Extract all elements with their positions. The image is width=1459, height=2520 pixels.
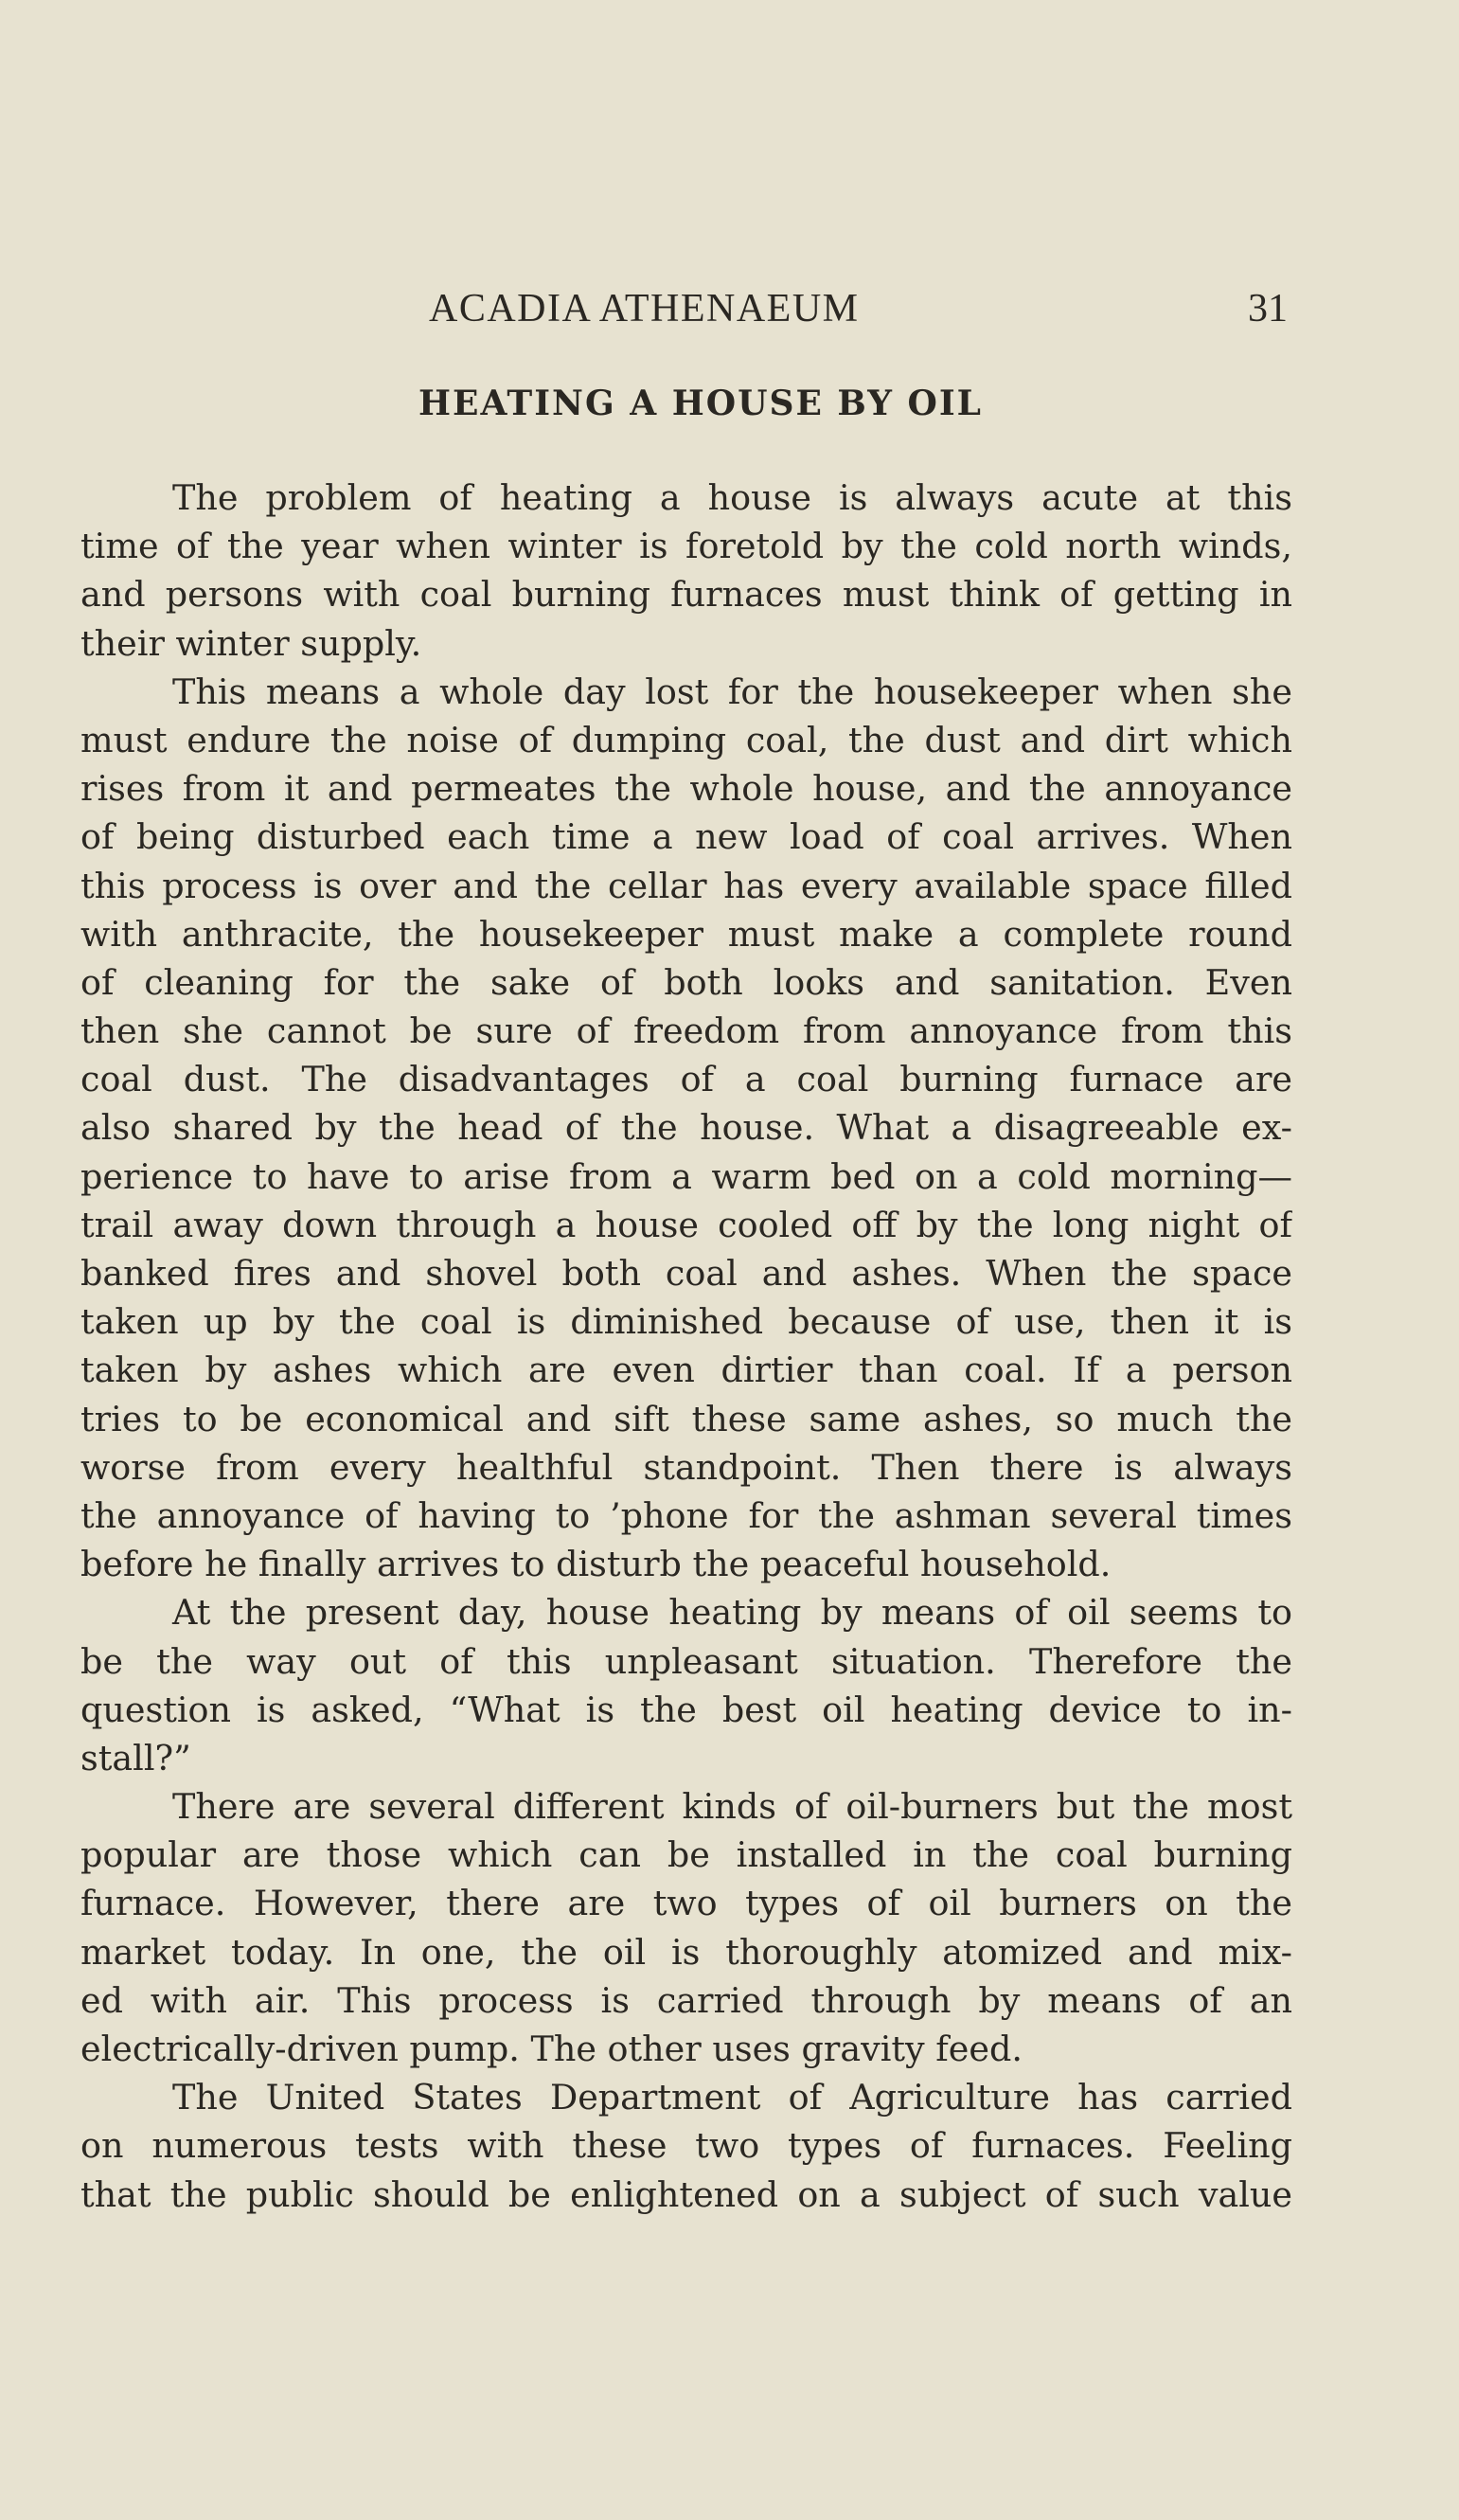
text-line: This means a whole day lost for the housekeeper when she (172, 670, 1292, 712)
text-line: taken up by the coal is diminished because of use, then it is (80, 1301, 1292, 1343)
text-line: on numerous tests with these two types of furnaces. Feeling (80, 2125, 1292, 2167)
text-line: and persons with coal burning furnaces must think of getting in (80, 574, 1292, 616)
paragraph (80, 1782, 1292, 2073)
text-line: stall?” (80, 1737, 191, 1778)
page-number: 31 (1248, 287, 1288, 331)
text-line: electrically-driven pump. The other uses gravity feed. (80, 2029, 1023, 2069)
text-line: ed with air. This process is carried through by means of an (80, 1979, 1292, 2021)
paragraph (80, 1588, 1292, 1782)
text-line: then she cannot be sure of freedom from annoyance from this (80, 1010, 1292, 1052)
text-line: also shared by the head of the house. What a disagreeable ex- (80, 1107, 1292, 1149)
running-head (0, 275, 1459, 341)
text-line: tries to be economical and sift these same ashes, so much the (80, 1398, 1292, 1439)
article-title: HEATING A HOUSE BY OIL (418, 384, 983, 423)
text-line: The problem of heating a house is always acute at this (172, 477, 1292, 518)
text-line: before he finally arrives to disturb the peaceful household. (80, 1544, 1112, 1585)
text-line: question is asked, “What is the best oil heating device to in- (80, 1689, 1292, 1730)
text-line: furnace. However, there are two types of oil burners on the (80, 1883, 1292, 1924)
text-line: rises from it and permeates the whole house, and the annoyance (80, 768, 1292, 810)
text-line: of cleaning for the sake of both looks and sanitation. Even (80, 961, 1292, 1003)
text-line: There are several different kinds of oil-burners but the most (172, 1786, 1292, 1828)
paragraph (80, 668, 1292, 1589)
text-line: must endure the noise of dumping coal, the dust and dirt which (80, 719, 1292, 760)
text-line: coal dust. The disadvantages of a coal burning furnace are (80, 1059, 1292, 1100)
text-line: popular are those which can be installed in the coal burning (80, 1834, 1292, 1876)
text-line: perience to have to arise from a warm bed on a cold morning— (80, 1155, 1292, 1197)
text-line: time of the year when winter is foretold by the cold north winds, (80, 526, 1292, 567)
text-line: trail away down through a house cooled off by the long night of (80, 1204, 1292, 1245)
text-line: The United States Department of Agriculture has carried (172, 2077, 1292, 2118)
text-line: At the present day, house heating by means of oil seems to (172, 1592, 1292, 1634)
paragraph (80, 474, 1292, 668)
running-title: ACADIA ATHENAEUM (429, 287, 860, 331)
text-line: this process is over and the cellar has every available space filled (80, 865, 1292, 906)
article-body (80, 474, 1292, 2219)
text-line: the annoyance of having to ’phone for the ashman several times (80, 1494, 1292, 1536)
paragraph (80, 2073, 1292, 2219)
text-line: be the way out of this unpleasant situation. Therefore the (80, 1640, 1292, 1682)
text-line: banked fires and shovel both coal and ashes. When the space (80, 1253, 1292, 1294)
text-line: that the public should be enlightened on a subject of such value (80, 2173, 1292, 2215)
text-line: taken by ashes which are even dirtier than coal. If a person (80, 1349, 1292, 1391)
text-line: worse from every healthful standpoint. Then there is always (80, 1446, 1292, 1488)
text-line: with anthracite, the housekeeper must make a complete round (80, 913, 1292, 955)
text-line: their winter supply. (80, 622, 422, 664)
text-line: market today. In one, the oil is thoroughly atomized and mix- (80, 1931, 1292, 1973)
text-line: of being disturbed each time a new load of coal arrives. When (80, 816, 1292, 858)
